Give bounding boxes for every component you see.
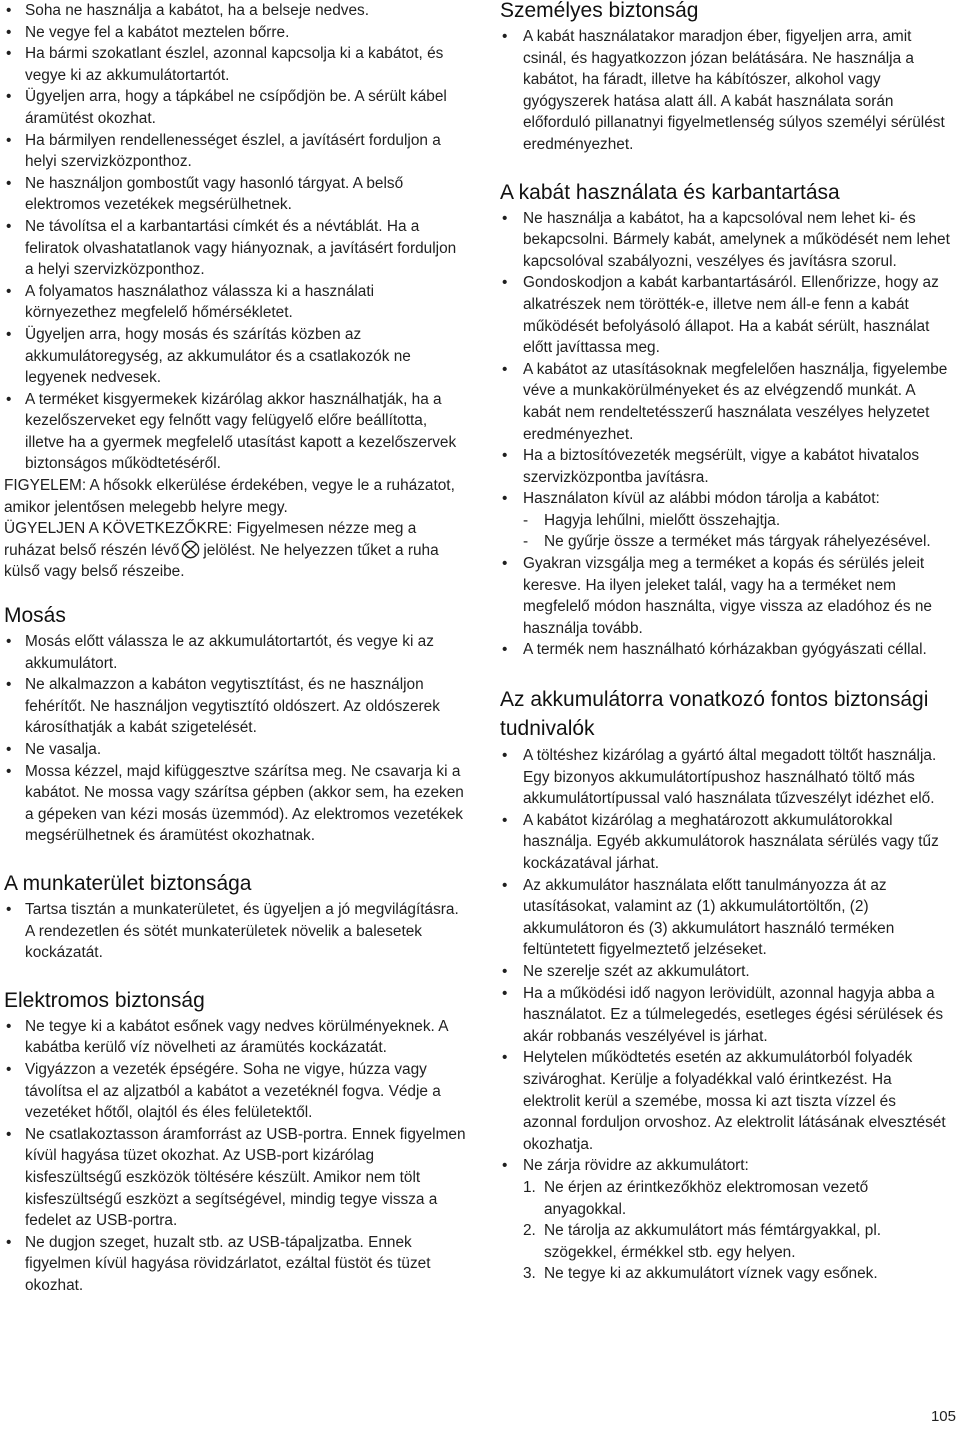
list-item: • A töltéshez kizárólag a gyártó által megadott töltőt használja. Egy bizonyos akkumulátortípushoz használható töltő más akkumulátortípussal való használata tűzveszélyt idézhet elő. [500,745,952,810]
list-item: • Ne távolítsa el a karbantartási címkét és a névtáblát. Ha a feliratok olvashatatlanok vagy hiányoznak, a javításért forduljon a helyi szervizközponthoz. [4,216,466,281]
list-item: • Ügyeljen arra, hogy a tápkábel ne csípődjön be. A sérült kábel áramütést okozhat. [4,86,466,129]
list-item: • Az akkumulátor használata előtt tanulmányozza át az utasításokat, valamint az (1) akkumulátortöltőn, (2) akkumulátoron és (3) akkumulátort használó terméken feltüntetett figyelmeztető jelzéseket. [500,875,952,961]
sub-list-item: - Ne gyűrje össze a terméket más tárgyak ráhelyezésével. [500,531,952,553]
list-item: • Ne alkalmazzon a kabáton vegytisztítást, és ne használjon fehérítőt. Ne használjon vegytisztító oldószert. Az oldószerek károsíthatják a kabát szigetelését. [4,674,466,739]
ugyeljen-paragraph [4,518,466,583]
ugyeljen-text-after: jelölést. Ne helyezzen tűket a ruha külső vagy belső részeibe. [4,541,439,581]
list-item: • Használaton kívül az alábbi módon tárolja a kabátot: [500,488,952,510]
list-item: • A termék nem használható kórházakban gyógyászati céllal. [500,639,952,661]
elektro-list [4,1016,466,1297]
section-title-mosas: Mosás [4,604,66,628]
no-pins-circle-icon [181,540,200,559]
list-item: • A kabátot az utasításoknak megfelelően használja, figyelembe véve a munkakörülményeket és az elvégzendő munkát. A kabát nem rendeltetésszerű használata veszélyes helyzetet eredményezhet. [500,359,952,445]
list-item: • Ne használjon gombostűt vagy hasonló tárgyat. A belső elektromos vezetékek megsérülhetnek. [4,173,466,216]
list-item: • Mosás előtt válassza le az akkumulátortartót, és vegye ki az akkumulátort. [4,631,466,674]
list-item: • Helytelen működtetés esetén az akkumulátorból folyadék szivároghat. Kerülje a folyadékkal való érintkezést. Ha elektrolit kerül a szemébe, mossa ki azt tiszta vízzel és azonnal forduljon orvoshoz. Az elektrolit látásának elvesztését okozhatja. [500,1047,952,1155]
list-item: • A kabátot kizárólag a meghatározott akkumulátorokkal használja. Egyéb akkumulátorok használata sérülés vagy tűz kockázatával járhat. [500,810,952,875]
sub-list-item: - Hagyja lehűlni, mielőtt összehajtja. [500,510,952,532]
ugyeljen-text-before: ÜGYELJEN A KÖVETKEZŐKRE: Figyelmesen nézze meg a ruházat belső részén lévő [4,520,417,559]
list-item: • Ne tegye ki a kabátot esőnek vagy nedves körülményeknek. A kabátba kerülő víz növelheti az áramütés kockázatát. [4,1016,466,1059]
section-title-kabat-hasznalata: A kabát használata és karbantartása [500,180,840,204]
figyelem-paragraph: FIGYELEM: A hősokk elkerülése érdekében, vegye le a ruházatot, amikor jelentősen melegebb helyre megy. [4,477,455,516]
list-item: • Ne használja a kabátot, ha a kapcsolóval nem lehet ki- és bekapcsolni. Bármely kabát, amelynek a működését nem lehet kapcsolóval szabályozni, veszélyes és javításra szorul. [500,208,952,273]
list-item: • Ne zárja rövidre az akkumulátort: [500,1155,952,1177]
numbered-list-item: 3. Ne tegye ki az akkumulátort víznek vagy esőnek. [500,1263,952,1285]
munka-list [4,899,466,964]
list-item: • Ne szerelje szét az akkumulátort. [500,961,952,983]
list-item: • Ne csatlakoztasson áramforrást az USB-portra. Ennek figyelmen kívül hagyása tüzet okozhat. Az USB-port kizárólag kisfeszültségű eszközök töltésére készült. Amikor nem tölt kisfeszültségű eszközt a segítségével, mindig tegye vissza a fedelet az USB-portra. [4,1124,466,1232]
section-title-akkumulator: Az akkumulátorra vonatkozó fontos biztonsági tudnivalók [500,688,929,741]
section-title-elektromos: Elektromos biztonság [4,988,205,1012]
intro-list [4,0,466,475]
page-number: 105 [930,1408,956,1425]
left-column [4,0,466,1296]
right-column [500,0,952,1285]
list-item: • Gyakran vizsgálja meg a terméket a kopás és sérülés jeleit keresve. Ha ilyen jeleket talál, vagy ha a terméket nem megfelelő módon használta, vigye vissza az eladóhoz és ne használja tovább. [500,553,952,639]
list-item: • A kabát használatakor maradjon éber, figyeljen arra, amit csinál, és hagyatkozzon józan belátására. Ne használja a kabátot, ha fáradt, illetve ha kábítószer, alkohol vagy gyógyszerek hatása alatt áll. A kabát használata során előforduló pillanatnyi figyelmetlenség súlyos személyi sérülést eredményezhet. [500,26,952,156]
list-item: • A folyamatos használathoz válassza ki a használati környezethez megfelelő hőmérsékletet. [4,281,466,324]
akku-list [500,745,952,1285]
list-item: • A terméket kisgyermekek kizárólag akkor használhatják, ha a kezelőszerveket egy felnőtt vagy felügyelő előre beállította, illetve ha a gyermek megfelelő utasítást kapott a kezelőszervek biztonságos működtetéséről. [4,389,466,475]
list-item: • Ne vegye fel a kabátot meztelen bőrre. [4,22,466,44]
numbered-list-item: 1. Ne érjen az érintkezőkhöz elektromosan vezető anyagokkal. [500,1177,952,1220]
list-item: • Vigyázzon a vezeték épségére. Soha ne vigye, húzza vagy távolítsa el az aljzatból a kabátot a vezetéknél fogva. Védje a vezetéket hőtől, olajtól és éles felületektől. [4,1059,466,1124]
list-item: • Ha bármilyen rendellenességet észlel, a javításért forduljon a helyi szervizközponthoz. [4,130,466,173]
list-item: • Ügyeljen arra, hogy mosás és szárítás közben az akkumulátoregység, az akkumulátor és a csatlakozók ne legyenek nedvesek. [4,324,466,389]
szemelyes-list [500,26,952,156]
list-item: • Mossa kézzel, majd kifüggesztve szárítsa meg. Ne csavarja ki a kabátot. Ne mossa vagy szárítsa gépben (akkor sem, ha ezeken a gépeken van kézi mosás üzemmód). Az elektromos vezetékek megsérülhetnek és áramütést okozhatnak. [4,761,466,847]
section-title-szemelyes: Személyes biztonság [500,0,699,22]
list-item: • Ne vasalja. [4,739,466,761]
list-item: • Ne dugjon szeget, huzalt stb. az USB-tápaljzatba. Ennek figyelmen kívül hagyása rövidzárlatot, ezáltal füstöt és tüzet okozhat. [4,1232,466,1297]
numbered-list-item: 2. Ne tárolja az akkumulátort más fémtárgyakkal, pl. szögekkel, érmékkel stb. egy helyen. [500,1220,952,1263]
list-item: • Gondoskodjon a kabát karbantartásáról. Ellenőrizze, hogy az alkatrészek nem törötték-e, illetve nem áll-e fenn a kabát működését befolyásoló állapot. Ha a kabát sérült, használat előtt javíttassa meg. [500,272,952,358]
list-item: • Ha bármi szokatlant észlel, azonnal kapcsolja ki a kabátot, és vegye ki az akkumulátortartót. [4,43,466,86]
list-item: • Soha ne használja a kabátot, ha a belseje nedves. [4,0,466,22]
kabat-list [500,208,952,661]
list-item: • Ha a működési idő nagyon lerövidült, azonnal hagyja abba a használatot. Ez a túlmelegedés, esetleges égési sérülések és akár robbanás veszélyével is járhat. [500,983,952,1048]
list-item: • Tartsa tisztán a munkaterületet, és ügyeljen a jó megvilágításra. A rendezetlen és sötét munkaterületek növelik a balesetek kockázatát. [4,899,466,964]
list-item: • Ha a biztosítóvezeték megsérült, vigye a kabátot hivatalos szervizközpontba javításra. [500,445,952,488]
mosas-list [4,631,466,847]
section-title-munkaterulet: A munkaterület biztonsága [4,871,252,895]
